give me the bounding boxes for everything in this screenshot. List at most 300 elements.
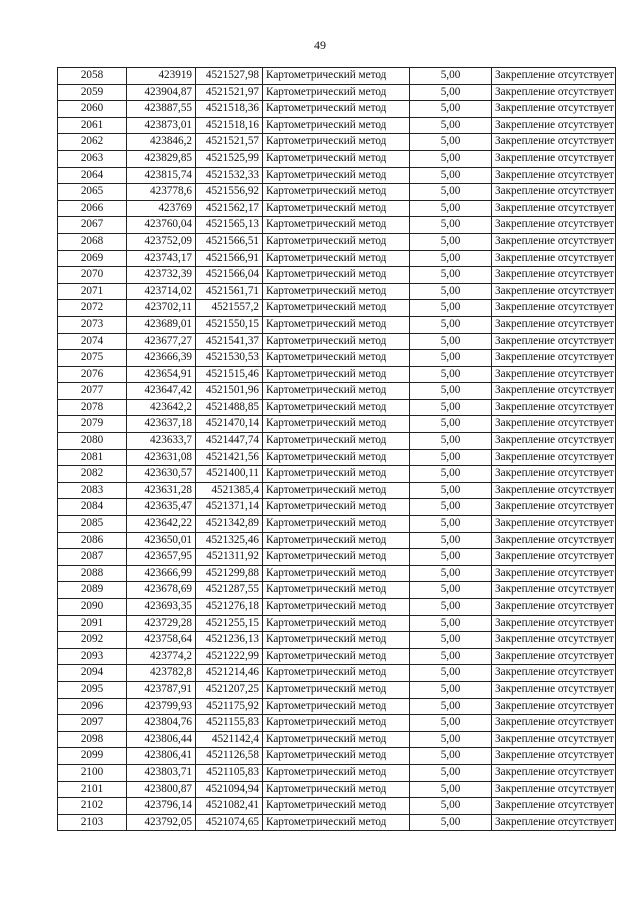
y-coordinate-cell: 4521521,57: [196, 134, 263, 151]
method-cell: Картометрический метод: [263, 233, 410, 250]
point-number-cell: 2061: [58, 117, 127, 134]
fixing-description-cell: Закрепление отсутствует: [492, 68, 616, 85]
point-number-cell: 2089: [58, 582, 127, 599]
y-coordinate-cell: 4521518,36: [196, 101, 263, 118]
x-coordinate-cell: 423631,28: [127, 482, 196, 499]
table-row: [58, 466, 616, 483]
table-row: [58, 764, 616, 781]
accuracy-cell: 5,00: [410, 433, 492, 450]
y-coordinate-cell: 4521527,98: [196, 68, 263, 85]
table-row: [58, 383, 616, 400]
y-coordinate-cell: 4521325,46: [196, 532, 263, 549]
y-coordinate-cell: 4521236,13: [196, 632, 263, 649]
accuracy-cell: 5,00: [410, 648, 492, 665]
table-row: [58, 267, 616, 284]
y-coordinate-cell: 4521400,11: [196, 466, 263, 483]
fixing-description-cell: Закрепление отсутствует: [492, 466, 616, 483]
y-coordinate-cell: 4521515,46: [196, 366, 263, 383]
table-row: [58, 250, 616, 267]
accuracy-cell: 5,00: [410, 482, 492, 499]
fixing-description-cell: Закрепление отсутствует: [492, 599, 616, 616]
point-number-cell: 2096: [58, 698, 127, 715]
accuracy-cell: 5,00: [410, 101, 492, 118]
point-number-cell: 2076: [58, 366, 127, 383]
y-coordinate-cell: 4521094,94: [196, 781, 263, 798]
y-coordinate-cell: 4521532,33: [196, 167, 263, 184]
point-number-cell: 2100: [58, 764, 127, 781]
accuracy-cell: 5,00: [410, 117, 492, 134]
coordinates-table: [57, 67, 616, 831]
table-row: [58, 449, 616, 466]
fixing-description-cell: Закрепление отсутствует: [492, 217, 616, 234]
accuracy-cell: 5,00: [410, 798, 492, 815]
y-coordinate-cell: 4521566,51: [196, 233, 263, 250]
fixing-description-cell: Закрепление отсутствует: [492, 681, 616, 698]
x-coordinate-cell: 423630,57: [127, 466, 196, 483]
x-coordinate-cell: 423752,09: [127, 233, 196, 250]
x-coordinate-cell: 423633,7: [127, 433, 196, 450]
method-cell: Картометрический метод: [263, 283, 410, 300]
table-row: [58, 781, 616, 798]
accuracy-cell: 5,00: [410, 516, 492, 533]
y-coordinate-cell: 4521421,56: [196, 449, 263, 466]
table-row: [58, 731, 616, 748]
fixing-description-cell: Закрепление отсутствует: [492, 250, 616, 267]
y-coordinate-cell: 4521105,83: [196, 764, 263, 781]
accuracy-cell: 5,00: [410, 200, 492, 217]
method-cell: Картометрический метод: [263, 599, 410, 616]
point-number-cell: 2082: [58, 466, 127, 483]
accuracy-cell: 5,00: [410, 184, 492, 201]
method-cell: Картометрический метод: [263, 764, 410, 781]
x-coordinate-cell: 423637,18: [127, 416, 196, 433]
accuracy-cell: 5,00: [410, 665, 492, 682]
y-coordinate-cell: 4521530,53: [196, 350, 263, 367]
method-cell: Картометрический метод: [263, 449, 410, 466]
method-cell: Картометрический метод: [263, 814, 410, 831]
method-cell: Картометрический метод: [263, 516, 410, 533]
point-number-cell: 2095: [58, 681, 127, 698]
table-row: [58, 532, 616, 549]
table-row: [58, 200, 616, 217]
table-row: [58, 549, 616, 566]
fixing-description-cell: Закрепление отсутствует: [492, 101, 616, 118]
fixing-description-cell: Закрепление отсутствует: [492, 416, 616, 433]
y-coordinate-cell: 4521501,96: [196, 383, 263, 400]
y-coordinate-cell: 4521082,41: [196, 798, 263, 815]
accuracy-cell: 5,00: [410, 316, 492, 333]
point-number-cell: 2062: [58, 134, 127, 151]
method-cell: Картометрический метод: [263, 416, 410, 433]
fixing-description-cell: Закрепление отсутствует: [492, 300, 616, 317]
method-cell: Картометрический метод: [263, 499, 410, 516]
method-cell: Картометрический метод: [263, 350, 410, 367]
table-row: [58, 516, 616, 533]
method-cell: Картометрический метод: [263, 532, 410, 549]
method-cell: Картометрический метод: [263, 250, 410, 267]
accuracy-cell: 5,00: [410, 134, 492, 151]
coordinates-table-body: [58, 68, 616, 831]
fixing-description-cell: Закрепление отсутствует: [492, 316, 616, 333]
x-coordinate-cell: 423657,95: [127, 549, 196, 566]
method-cell: Картометрический метод: [263, 615, 410, 632]
y-coordinate-cell: 4521521,97: [196, 84, 263, 101]
x-coordinate-cell: 423846,2: [127, 134, 196, 151]
method-cell: Картометрический метод: [263, 582, 410, 599]
x-coordinate-cell: 423815,74: [127, 167, 196, 184]
x-coordinate-cell: 423666,99: [127, 565, 196, 582]
method-cell: Картометрический метод: [263, 715, 410, 732]
y-coordinate-cell: 4521556,92: [196, 184, 263, 201]
method-cell: Картометрический метод: [263, 267, 410, 284]
table-row: [58, 798, 616, 815]
x-coordinate-cell: 423714,02: [127, 283, 196, 300]
y-coordinate-cell: 4521214,46: [196, 665, 263, 682]
method-cell: Картометрический метод: [263, 648, 410, 665]
fixing-description-cell: Закрепление отсутствует: [492, 84, 616, 101]
accuracy-cell: 5,00: [410, 399, 492, 416]
table-row: [58, 84, 616, 101]
point-number-cell: 2083: [58, 482, 127, 499]
page-number: 49: [314, 38, 326, 52]
point-number-cell: 2102: [58, 798, 127, 815]
y-coordinate-cell: 4521142,4: [196, 731, 263, 748]
fixing-description-cell: Закрепление отсутствует: [492, 764, 616, 781]
fixing-description-cell: Закрепление отсутствует: [492, 731, 616, 748]
table-row: [58, 698, 616, 715]
accuracy-cell: 5,00: [410, 283, 492, 300]
accuracy-cell: 5,00: [410, 549, 492, 566]
point-number-cell: 2087: [58, 549, 127, 566]
accuracy-cell: 5,00: [410, 532, 492, 549]
y-coordinate-cell: 4521470,14: [196, 416, 263, 433]
fixing-description-cell: Закрепление отсутствует: [492, 433, 616, 450]
table-row: [58, 582, 616, 599]
point-number-cell: 2070: [58, 267, 127, 284]
table-row: [58, 366, 616, 383]
method-cell: Картометрический метод: [263, 117, 410, 134]
x-coordinate-cell: 423666,39: [127, 350, 196, 367]
table-row: [58, 681, 616, 698]
method-cell: Картометрический метод: [263, 466, 410, 483]
fixing-description-cell: Закрепление отсутствует: [492, 167, 616, 184]
point-number-cell: 2099: [58, 748, 127, 765]
fixing-description-cell: Закрепление отсутствует: [492, 134, 616, 151]
y-coordinate-cell: 4521371,14: [196, 499, 263, 516]
point-number-cell: 2088: [58, 565, 127, 582]
x-coordinate-cell: 423642,2: [127, 399, 196, 416]
fixing-description-cell: Закрепление отсутствует: [492, 184, 616, 201]
table-row: [58, 333, 616, 350]
x-coordinate-cell: 423778,6: [127, 184, 196, 201]
method-cell: Картометрический метод: [263, 200, 410, 217]
x-coordinate-cell: 423904,87: [127, 84, 196, 101]
point-number-cell: 2080: [58, 433, 127, 450]
point-number-cell: 2073: [58, 316, 127, 333]
accuracy-cell: 5,00: [410, 715, 492, 732]
y-coordinate-cell: 4521385,4: [196, 482, 263, 499]
fixing-description-cell: Закрепление отсутствует: [492, 532, 616, 549]
method-cell: Картометрический метод: [263, 300, 410, 317]
method-cell: Картометрический метод: [263, 399, 410, 416]
point-number-cell: 2074: [58, 333, 127, 350]
method-cell: Картометрический метод: [263, 184, 410, 201]
x-coordinate-cell: 423792,05: [127, 814, 196, 831]
method-cell: Картометрический метод: [263, 565, 410, 582]
table-row: [58, 283, 616, 300]
x-coordinate-cell: 423677,27: [127, 333, 196, 350]
x-coordinate-cell: 423800,87: [127, 781, 196, 798]
method-cell: Картометрический метод: [263, 134, 410, 151]
accuracy-cell: 5,00: [410, 167, 492, 184]
y-coordinate-cell: 4521126,58: [196, 748, 263, 765]
x-coordinate-cell: 423647,42: [127, 383, 196, 400]
y-coordinate-cell: 4521562,17: [196, 200, 263, 217]
table-row: [58, 814, 616, 831]
method-cell: Картометрический метод: [263, 167, 410, 184]
accuracy-cell: 5,00: [410, 350, 492, 367]
table-row: [58, 615, 616, 632]
y-coordinate-cell: 4521561,71: [196, 283, 263, 300]
y-coordinate-cell: 4521488,85: [196, 399, 263, 416]
x-coordinate-cell: 423689,01: [127, 316, 196, 333]
x-coordinate-cell: 423654,91: [127, 366, 196, 383]
accuracy-cell: 5,00: [410, 333, 492, 350]
method-cell: Картометрический метод: [263, 632, 410, 649]
y-coordinate-cell: 4521566,91: [196, 250, 263, 267]
point-number-cell: 2093: [58, 648, 127, 665]
y-coordinate-cell: 4521155,83: [196, 715, 263, 732]
fixing-description-cell: Закрепление отсутствует: [492, 283, 616, 300]
y-coordinate-cell: 4521518,16: [196, 117, 263, 134]
x-coordinate-cell: 423693,35: [127, 599, 196, 616]
fixing-description-cell: Закрепление отсутствует: [492, 582, 616, 599]
method-cell: Картометрический метод: [263, 383, 410, 400]
method-cell: Картометрический метод: [263, 798, 410, 815]
x-coordinate-cell: 423829,85: [127, 150, 196, 167]
table-row: [58, 482, 616, 499]
method-cell: Картометрический метод: [263, 549, 410, 566]
y-coordinate-cell: 4521287,55: [196, 582, 263, 599]
table-row: [58, 233, 616, 250]
fixing-description-cell: Закрепление отсутствует: [492, 350, 616, 367]
x-coordinate-cell: 423782,8: [127, 665, 196, 682]
y-coordinate-cell: 4521557,2: [196, 300, 263, 317]
fixing-description-cell: Закрепление отсутствует: [492, 482, 616, 499]
fixing-description-cell: Закрепление отсутствует: [492, 632, 616, 649]
accuracy-cell: 5,00: [410, 565, 492, 582]
table-row: [58, 350, 616, 367]
point-number-cell: 2086: [58, 532, 127, 549]
table-row: [58, 632, 616, 649]
accuracy-cell: 5,00: [410, 698, 492, 715]
table-row: [58, 599, 616, 616]
accuracy-cell: 5,00: [410, 814, 492, 831]
fixing-description-cell: Закрепление отсутствует: [492, 399, 616, 416]
point-number-cell: 2075: [58, 350, 127, 367]
fixing-description-cell: Закрепление отсутствует: [492, 333, 616, 350]
accuracy-cell: 5,00: [410, 764, 492, 781]
accuracy-cell: 5,00: [410, 466, 492, 483]
method-cell: Картометрический метод: [263, 333, 410, 350]
point-number-cell: 2103: [58, 814, 127, 831]
fixing-description-cell: Закрепление отсутствует: [492, 117, 616, 134]
accuracy-cell: 5,00: [410, 84, 492, 101]
fixing-description-cell: Закрепление отсутствует: [492, 267, 616, 284]
x-coordinate-cell: 423806,44: [127, 731, 196, 748]
fixing-description-cell: Закрепление отсутствует: [492, 814, 616, 831]
fixing-description-cell: Закрепление отсутствует: [492, 150, 616, 167]
x-coordinate-cell: 423769: [127, 200, 196, 217]
point-number-cell: 2058: [58, 68, 127, 85]
fixing-description-cell: Закрепление отсутствует: [492, 715, 616, 732]
x-coordinate-cell: 423803,71: [127, 764, 196, 781]
accuracy-cell: 5,00: [410, 615, 492, 632]
y-coordinate-cell: 4521342,89: [196, 516, 263, 533]
y-coordinate-cell: 4521311,92: [196, 549, 263, 566]
accuracy-cell: 5,00: [410, 233, 492, 250]
method-cell: Картометрический метод: [263, 150, 410, 167]
point-number-cell: 2092: [58, 632, 127, 649]
y-coordinate-cell: 4521255,15: [196, 615, 263, 632]
x-coordinate-cell: 423635,47: [127, 499, 196, 516]
table-row: [58, 101, 616, 118]
point-number-cell: 2064: [58, 167, 127, 184]
y-coordinate-cell: 4521222,99: [196, 648, 263, 665]
x-coordinate-cell: 423702,11: [127, 300, 196, 317]
y-coordinate-cell: 4521565,13: [196, 217, 263, 234]
point-number-cell: 2077: [58, 383, 127, 400]
accuracy-cell: 5,00: [410, 383, 492, 400]
point-number-cell: 2071: [58, 283, 127, 300]
y-coordinate-cell: 4521299,88: [196, 565, 263, 582]
x-coordinate-cell: 423650,01: [127, 532, 196, 549]
fixing-description-cell: Закрепление отсутствует: [492, 383, 616, 400]
x-coordinate-cell: 423796,14: [127, 798, 196, 815]
x-coordinate-cell: 423642,22: [127, 516, 196, 533]
method-cell: Картометрический метод: [263, 748, 410, 765]
x-coordinate-cell: 423743,17: [127, 250, 196, 267]
table-row: [58, 499, 616, 516]
x-coordinate-cell: 423631,08: [127, 449, 196, 466]
y-coordinate-cell: 4521207,25: [196, 681, 263, 698]
y-coordinate-cell: 4521550,15: [196, 316, 263, 333]
accuracy-cell: 5,00: [410, 781, 492, 798]
fixing-description-cell: Закрепление отсутствует: [492, 449, 616, 466]
table-row: [58, 648, 616, 665]
x-coordinate-cell: 423774,2: [127, 648, 196, 665]
table-row: [58, 433, 616, 450]
fixing-description-cell: Закрепление отсутствует: [492, 516, 616, 533]
accuracy-cell: 5,00: [410, 267, 492, 284]
table-row: [58, 316, 616, 333]
accuracy-cell: 5,00: [410, 582, 492, 599]
fixing-description-cell: Закрепление отсутствует: [492, 798, 616, 815]
point-number-cell: 2081: [58, 449, 127, 466]
point-number-cell: 2097: [58, 715, 127, 732]
x-coordinate-cell: 423758,64: [127, 632, 196, 649]
accuracy-cell: 5,00: [410, 731, 492, 748]
accuracy-cell: 5,00: [410, 68, 492, 85]
y-coordinate-cell: 4521276,18: [196, 599, 263, 616]
x-coordinate-cell: 423873,01: [127, 117, 196, 134]
table-row: [58, 748, 616, 765]
y-coordinate-cell: 4521074,65: [196, 814, 263, 831]
table-row: [58, 399, 616, 416]
accuracy-cell: 5,00: [410, 499, 492, 516]
method-cell: Картометрический метод: [263, 84, 410, 101]
table-row: [58, 715, 616, 732]
x-coordinate-cell: 423678,69: [127, 582, 196, 599]
point-number-cell: 2101: [58, 781, 127, 798]
point-number-cell: 2063: [58, 150, 127, 167]
table-row: [58, 150, 616, 167]
accuracy-cell: 5,00: [410, 300, 492, 317]
point-number-cell: 2069: [58, 250, 127, 267]
method-cell: Картометрический метод: [263, 68, 410, 85]
y-coordinate-cell: 4521447,74: [196, 433, 263, 450]
table-row: [58, 134, 616, 151]
fixing-description-cell: Закрепление отсутствует: [492, 615, 616, 632]
accuracy-cell: 5,00: [410, 632, 492, 649]
point-number-cell: 2084: [58, 499, 127, 516]
fixing-description-cell: Закрепление отсутствует: [492, 499, 616, 516]
method-cell: Картометрический метод: [263, 681, 410, 698]
table-row: [58, 217, 616, 234]
method-cell: Картометрический метод: [263, 482, 410, 499]
fixing-description-cell: Закрепление отсутствует: [492, 565, 616, 582]
point-number-cell: 2090: [58, 599, 127, 616]
y-coordinate-cell: 4521541,37: [196, 333, 263, 350]
x-coordinate-cell: 423806,41: [127, 748, 196, 765]
point-number-cell: 2094: [58, 665, 127, 682]
accuracy-cell: 5,00: [410, 599, 492, 616]
method-cell: Картометрический метод: [263, 665, 410, 682]
table-row: [58, 167, 616, 184]
method-cell: Картометрический метод: [263, 366, 410, 383]
accuracy-cell: 5,00: [410, 748, 492, 765]
accuracy-cell: 5,00: [410, 681, 492, 698]
x-coordinate-cell: 423787,91: [127, 681, 196, 698]
fixing-description-cell: Закрепление отсутствует: [492, 648, 616, 665]
fixing-description-cell: Закрепление отсутствует: [492, 233, 616, 250]
fixing-description-cell: Закрепление отсутствует: [492, 748, 616, 765]
x-coordinate-cell: 423729,28: [127, 615, 196, 632]
table-row: [58, 117, 616, 134]
point-number-cell: 2065: [58, 184, 127, 201]
accuracy-cell: 5,00: [410, 449, 492, 466]
method-cell: Картометрический метод: [263, 433, 410, 450]
accuracy-cell: 5,00: [410, 150, 492, 167]
accuracy-cell: 5,00: [410, 250, 492, 267]
x-coordinate-cell: 423887,55: [127, 101, 196, 118]
point-number-cell: 2066: [58, 200, 127, 217]
accuracy-cell: 5,00: [410, 366, 492, 383]
x-coordinate-cell: 423804,76: [127, 715, 196, 732]
x-coordinate-cell: 423760,04: [127, 217, 196, 234]
point-number-cell: 2072: [58, 300, 127, 317]
fixing-description-cell: Закрепление отсутствует: [492, 366, 616, 383]
point-number-cell: 2079: [58, 416, 127, 433]
point-number-cell: 2078: [58, 399, 127, 416]
method-cell: Картометрический метод: [263, 781, 410, 798]
point-number-cell: 2085: [58, 516, 127, 533]
point-number-cell: 2068: [58, 233, 127, 250]
method-cell: Картометрический метод: [263, 698, 410, 715]
fixing-description-cell: Закрепление отсутствует: [492, 200, 616, 217]
method-cell: Картометрический метод: [263, 101, 410, 118]
table-row: [58, 68, 616, 85]
